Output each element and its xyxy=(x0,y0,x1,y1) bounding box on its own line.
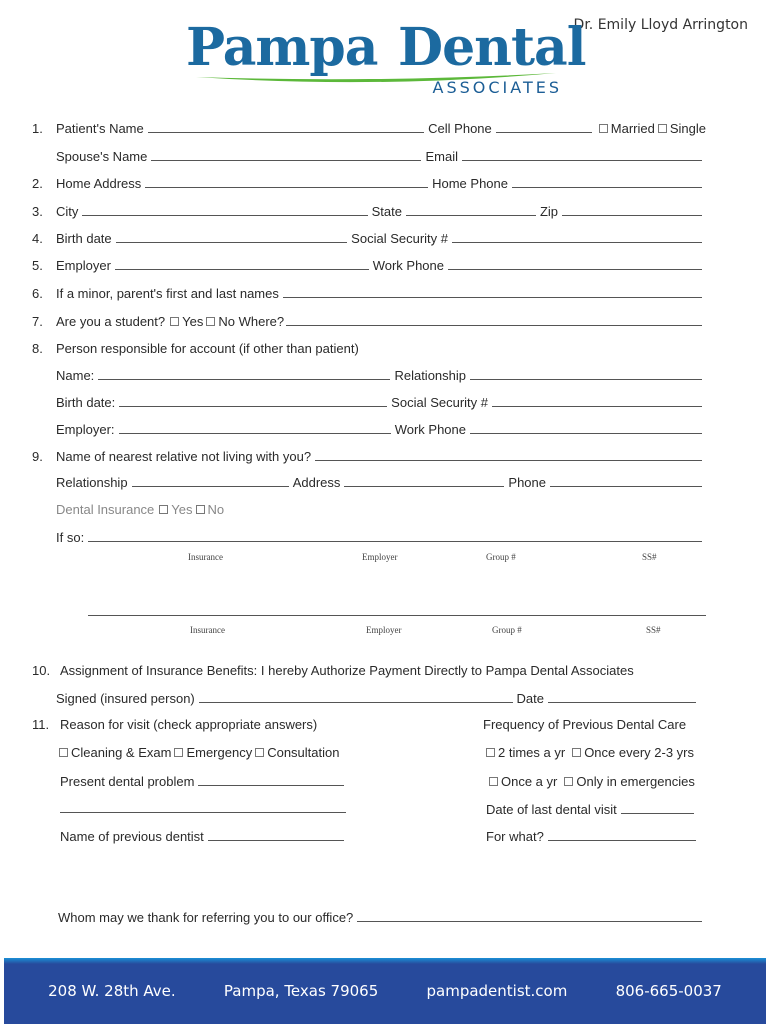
home-phone-field[interactable] xyxy=(512,187,702,188)
label-dental-insurance: Dental Insurance xyxy=(56,502,155,517)
responsible-work-phone-field[interactable] xyxy=(470,433,702,434)
caption-insurance: Insurance xyxy=(190,625,225,635)
label-if-so: If so: xyxy=(56,530,85,545)
home-address-field[interactable] xyxy=(145,187,428,188)
label-consultation: Consultation xyxy=(267,745,340,760)
present-problem-row xyxy=(60,771,348,789)
label-yes: Yes xyxy=(182,314,204,329)
label-relationship: Relationship xyxy=(394,368,466,383)
caption-ss: SS# xyxy=(646,625,661,635)
caption-insurance: Insurance xyxy=(188,552,223,562)
label-frequency: Frequency of Previous Dental Care xyxy=(483,717,687,732)
label-emergency: Emergency xyxy=(186,745,253,760)
patient-name-field[interactable] xyxy=(148,132,424,133)
frequency-options-1 xyxy=(483,742,694,760)
item-number: 8. xyxy=(32,341,43,356)
label-single: Single xyxy=(669,121,706,136)
once-2-3-yrs-checkbox[interactable] xyxy=(572,748,581,757)
footer-bar xyxy=(4,958,766,1024)
item-number: 5. xyxy=(32,258,43,273)
label-signed: Signed (insured person) xyxy=(56,691,195,706)
work-phone-field[interactable] xyxy=(448,269,702,270)
item-number: 7. xyxy=(32,314,43,329)
footer-phone: 806-665-0037 xyxy=(615,982,722,1000)
row-signed xyxy=(32,688,700,706)
caption-group: Group # xyxy=(492,625,522,635)
item-number: 1. xyxy=(32,121,43,136)
spouse-name-field[interactable] xyxy=(151,160,421,161)
insurance-yes-checkbox[interactable] xyxy=(159,505,168,514)
row-assignment xyxy=(32,660,706,678)
row-responsible-birth xyxy=(32,392,706,410)
reason-options xyxy=(56,742,339,760)
for-what-field[interactable] xyxy=(548,840,696,841)
label-responsible-person: Person responsible for account (if other than patient) xyxy=(56,341,359,356)
label-state: State xyxy=(371,204,402,219)
label-cell-phone: Cell Phone xyxy=(428,121,492,136)
label-employer: Employer xyxy=(56,258,111,273)
row-minor xyxy=(32,283,706,301)
pampa-dental-logo xyxy=(186,17,586,100)
row-relative xyxy=(32,446,706,464)
signature-field[interactable] xyxy=(199,702,513,703)
label-for-what: For what? xyxy=(486,829,544,844)
city-field[interactable] xyxy=(82,215,367,216)
label-work-phone: Work Phone xyxy=(372,258,444,273)
responsible-birth-field[interactable] xyxy=(119,406,387,407)
label-birth-date: Birth date xyxy=(56,231,112,246)
label-nearest-relative: Name of nearest relative not living with you? xyxy=(56,449,312,464)
responsible-ssn-field[interactable] xyxy=(492,406,702,407)
student-no-checkbox[interactable] xyxy=(206,317,215,326)
prev-dentist-row xyxy=(60,826,348,844)
consultation-checkbox[interactable] xyxy=(255,748,264,757)
row-dental-insurance xyxy=(32,499,706,517)
row-responsible-name xyxy=(32,365,706,383)
label-insurance-yes: Yes xyxy=(171,502,193,517)
label-responsible-employer: Employer: xyxy=(56,422,115,437)
label-referral: Whom may we thank for referring you to our office? xyxy=(58,910,354,925)
last-visit-row xyxy=(486,799,698,817)
present-problem-field[interactable] xyxy=(198,785,344,786)
label-name: Name: xyxy=(56,368,95,383)
label-minor-parent: If a minor, parent's first and last names xyxy=(56,286,279,301)
single-checkbox[interactable] xyxy=(658,124,667,133)
row-employer xyxy=(32,255,706,273)
employer-field[interactable] xyxy=(115,269,369,270)
row-if-so xyxy=(32,527,706,545)
label-once-2-3-yrs: Once every 2-3 yrs xyxy=(584,745,695,760)
footer-website[interactable]: pampadentist.com xyxy=(426,982,568,1000)
label-emergencies-only: Only in emergencies xyxy=(576,774,695,789)
label-relative-address: Address xyxy=(292,475,341,490)
label-home-address: Home Address xyxy=(56,176,142,191)
label-patient-name: Patient's Name xyxy=(56,121,144,136)
item-number: 3. xyxy=(32,204,43,219)
responsible-name-field[interactable] xyxy=(98,379,390,380)
email-field[interactable] xyxy=(462,160,702,161)
label-zip: Zip xyxy=(539,204,558,219)
label-no-where: No Where? xyxy=(218,314,285,329)
label-reason-for-visit: Reason for visit (check appropriate answers) xyxy=(60,717,318,732)
label-last-visit: Date of last dental visit xyxy=(486,802,617,817)
frequency-options-2 xyxy=(486,771,695,789)
signed-date-field[interactable] xyxy=(548,702,696,703)
label-previous-dentist: Name of previous dentist xyxy=(60,829,204,844)
caption-employer: Employer xyxy=(362,552,398,562)
label-city: City xyxy=(56,204,79,219)
referral-field[interactable] xyxy=(357,921,702,922)
reason-heading xyxy=(32,714,317,732)
label-cleaning: Cleaning & Exam xyxy=(71,745,172,760)
label-responsible-work-phone: Work Phone xyxy=(394,422,466,437)
relative-relationship-field[interactable] xyxy=(132,486,289,487)
relative-name-field[interactable] xyxy=(315,460,702,461)
row-spouse xyxy=(32,146,706,164)
responsible-employer-field[interactable] xyxy=(119,433,391,434)
student-yes-checkbox[interactable] xyxy=(170,317,179,326)
emergencies-only-checkbox[interactable] xyxy=(564,777,573,786)
footer-address: 208 W. 28th Ave. xyxy=(48,982,176,1000)
twice-yearly-checkbox[interactable] xyxy=(486,748,495,757)
for-what-row xyxy=(486,826,700,844)
parent-names-field[interactable] xyxy=(283,297,702,298)
state-field[interactable] xyxy=(406,215,536,216)
item-number: 6. xyxy=(32,286,43,301)
item-number: 9. xyxy=(32,449,43,464)
zip-field[interactable] xyxy=(562,215,702,216)
row-patient-name xyxy=(32,118,706,136)
row-birth-date xyxy=(32,228,706,246)
last-visit-field[interactable] xyxy=(621,813,694,814)
row-responsible-employer xyxy=(32,419,706,437)
present-problem-field-2[interactable] xyxy=(60,812,346,813)
row-student xyxy=(32,311,706,329)
row-relative-details xyxy=(32,472,706,490)
label-relative-phone: Phone xyxy=(508,475,546,490)
row-responsible xyxy=(32,338,706,356)
item-number: 11. xyxy=(32,717,50,732)
caption-group: Group # xyxy=(486,552,516,562)
label-spouse-name: Spouse's Name xyxy=(56,149,148,164)
relative-phone-field[interactable] xyxy=(550,486,702,487)
cleaning-checkbox[interactable] xyxy=(59,748,68,757)
label-ssn: Social Security # xyxy=(351,231,448,246)
label-home-phone: Home Phone xyxy=(432,176,508,191)
label-twice-yearly: 2 times a yr xyxy=(498,745,566,760)
label-student: Are you a student? xyxy=(56,314,166,329)
label-married: Married xyxy=(610,121,655,136)
label-responsible-ssn: Social Security # xyxy=(391,395,488,410)
label-insurance-no: No xyxy=(207,502,225,517)
caption-employer: Employer xyxy=(366,625,402,635)
row-city xyxy=(32,201,706,219)
married-checkbox[interactable] xyxy=(599,124,608,133)
logo-associates: ASSOCIATES xyxy=(432,78,562,97)
label-present-problem: Present dental problem xyxy=(60,774,195,789)
once-yearly-checkbox[interactable] xyxy=(489,777,498,786)
previous-dentist-field[interactable] xyxy=(208,840,344,841)
emergency-checkbox[interactable] xyxy=(174,748,183,757)
responsible-relationship-field[interactable] xyxy=(470,379,702,380)
relative-address-field[interactable] xyxy=(344,486,504,487)
label-date: Date xyxy=(516,691,544,706)
referral-row xyxy=(58,907,706,925)
cell-phone-field[interactable] xyxy=(496,132,592,133)
item-number: 4. xyxy=(32,231,43,246)
caption-ss: SS# xyxy=(642,552,657,562)
insurance-1-field[interactable] xyxy=(88,541,702,542)
item-number: 2. xyxy=(32,176,43,191)
label-responsible-birth: Birth date: xyxy=(56,395,116,410)
doctor-name: Dr. Emily Lloyd Arrington xyxy=(573,17,748,33)
item-number: 10. xyxy=(32,663,51,678)
insurance-no-checkbox[interactable] xyxy=(196,505,205,514)
logo-word-dental: Dental xyxy=(398,17,586,78)
row-home-address xyxy=(32,173,706,191)
label-email: Email xyxy=(425,149,458,164)
school-field[interactable] xyxy=(286,325,702,326)
label-once-yearly: Once a yr xyxy=(501,774,558,789)
insurance-2-field[interactable] xyxy=(88,615,706,616)
footer-city: Pampa, Texas 79065 xyxy=(223,982,379,1000)
label-assignment: Assignment of Insurance Benefits: I hereby Authorize Payment Directly to Pampa Dental Associates xyxy=(60,663,634,678)
birth-date-field[interactable] xyxy=(116,242,348,243)
ssn-field[interactable] xyxy=(452,242,702,243)
label-relative-relationship: Relationship xyxy=(56,475,128,490)
logo-word-pampa: Pampa xyxy=(186,17,378,78)
